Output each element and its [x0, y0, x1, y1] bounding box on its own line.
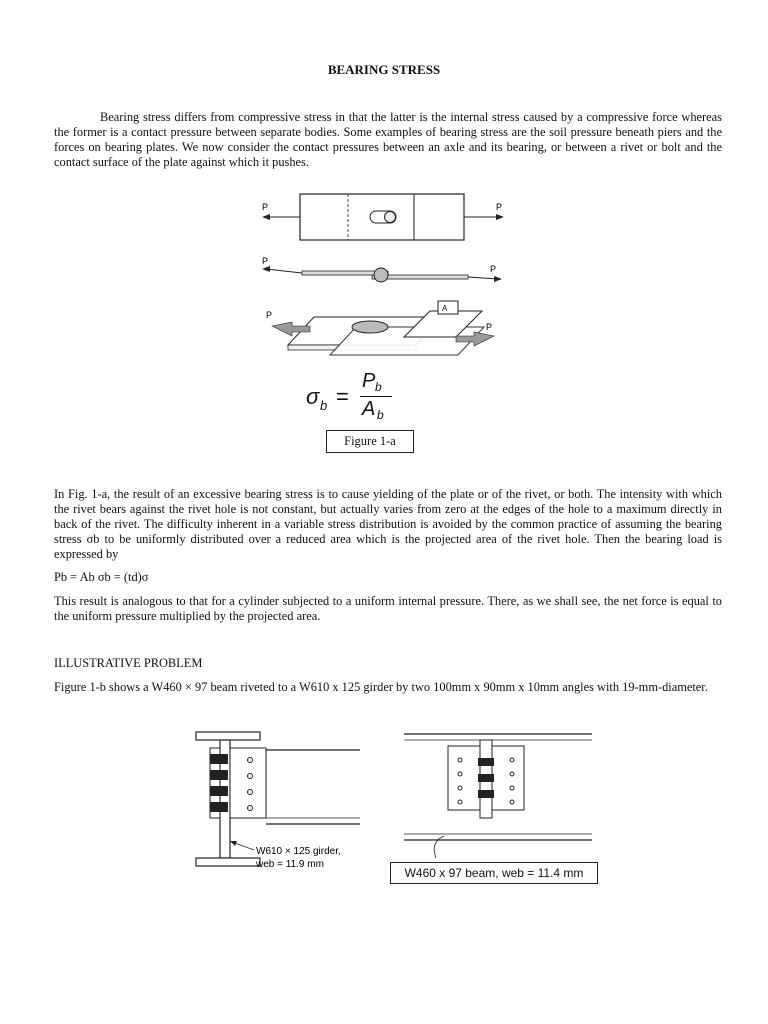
- pb-label-left: P: [262, 202, 269, 212]
- intro-paragraph: Bearing stress differs from compressive stress in that the latter is the internal stress caused by a compressive force whereas the former is a contact pressure between separate bodies. Some examples of bearing stress are the soil pressure beneath piers and the forces on bearing plates. We now consider the contact pressures between an axle and its bearing, or between a rivet or bolt and the contact surface of the plate against which it pushes.: [54, 110, 722, 169]
- girder-label-line2: web = 11.9 mm: [256, 859, 324, 870]
- formula-numerator: P: [362, 370, 376, 392]
- formula-numerator-sub: b: [375, 380, 382, 394]
- contact-area: [352, 321, 388, 333]
- beam-connection-diagram: [400, 730, 600, 860]
- formula-denominator: A: [362, 398, 376, 420]
- page-title: BEARING STRESS: [327, 62, 441, 77]
- formula-sigma: σ: [306, 384, 320, 409]
- pb-label-3d-left: P: [266, 310, 273, 320]
- ab-label: A: [442, 304, 448, 313]
- analogy-paragraph: This result is analogous to that for a cylinder subjected to a uniform internal pressure. There, as we shall see, the net force is equal to the uniform pressure multiplied by the projected area.: [54, 594, 722, 623]
- rivet-side: [374, 268, 388, 282]
- pb-label-side-right: P: [490, 264, 497, 274]
- bearing-load-equation: Pb = Ab σb = (td)σ: [54, 570, 149, 584]
- bearing-plate-diagram: [250, 190, 520, 360]
- bearing-stress-formula: [306, 370, 416, 422]
- formula-denominator-sub: b: [377, 408, 384, 422]
- formula-sigma-sub: b: [320, 398, 328, 413]
- pb-label-3d-right: P: [486, 322, 493, 332]
- girder-label-line1: W610 × 125 girder,: [256, 846, 341, 857]
- pb-label-side-left: P: [262, 256, 269, 266]
- beam-caption: W460 x 97 beam, web = 11.4 mm: [390, 862, 598, 884]
- problem-statement: Figure 1-b shows a W460 × 97 beam riveted to a W610 x 125 girder by two 100mm x 90mm x 10mm angles with 19-mm-diameter.: [54, 680, 708, 694]
- figure-1a-caption: Figure 1-a: [326, 430, 414, 453]
- formula-equals: =: [336, 384, 349, 409]
- problem-heading: ILLUSTRATIVE PROBLEM: [54, 656, 203, 670]
- explanation-paragraph: In Fig. 1-a, the result of an excessive bearing stress is to cause yielding of the plate or of the rivet, or both. The intensity with which the rivet bears against the rivet hole is not constant, but actually varies from zero at the edges of the hole to a maximum directly in back of the rivet. The difficulty inherent in a variable stress distribution is avoided by the common practice of assuming the bearing stress σb to be uniformly distributed over a reduced area which is the projected area of the rivet hole. Then the bearing load is expressed by: [54, 487, 722, 561]
- fraction-bar: [360, 396, 392, 397]
- pb-label-right: P: [496, 202, 503, 212]
- girder-connection-diagram: [192, 730, 377, 875]
